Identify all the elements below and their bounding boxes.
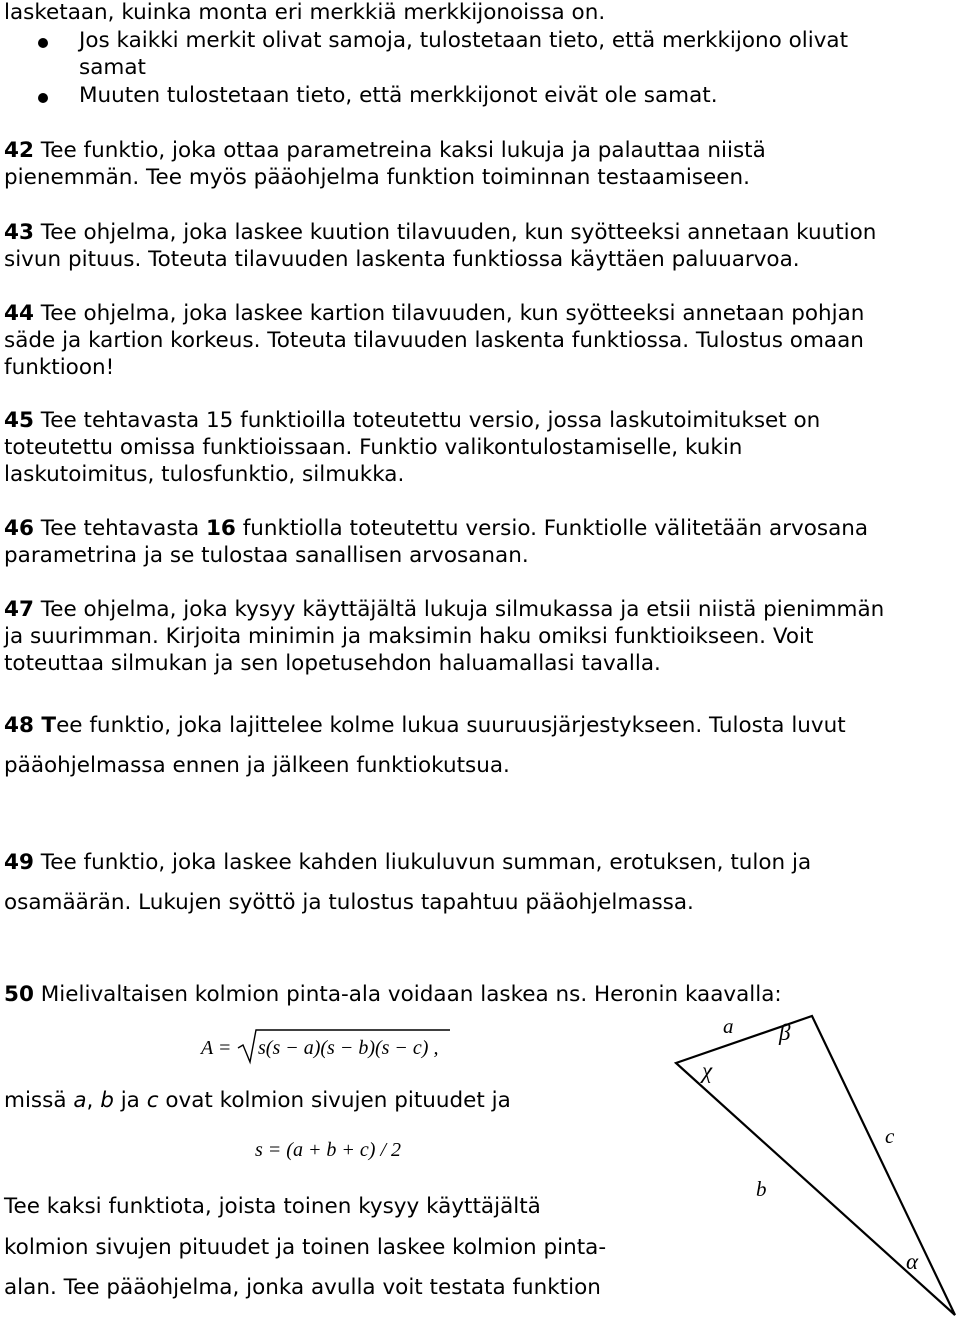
task-number: 45 — [4, 408, 34, 433]
label-angle-gamma: χ — [702, 1058, 713, 1083]
task-number: 50 — [4, 982, 34, 1007]
instruction-line: kolmion sivujen pituudet ja toinen laskee kolmion pinta- — [4, 1234, 607, 1260]
task-text: Mielivaltaisen kolmion pinta-ala voidaan laskea ns. Heronin kaavalla: — [33, 982, 782, 1007]
label-side-b: b — [756, 1177, 767, 1201]
task-text: laskutoimitus, tulosfunktio, silmukka. — [4, 462, 405, 487]
task-text: toteuttaa silmukan ja sen lopetusehdon haluamallasi tavalla. — [4, 651, 661, 676]
intro-line: lasketaan, kuinka monta eri merkkiä merkkijonoissa on. — [4, 0, 606, 25]
task-reference-number: 16 — [205, 516, 236, 541]
task-text: Tee ohjelma, joka laskee kartion tilavuuden, kun syötteeksi annetaan pohjan — [33, 301, 865, 326]
task-number: 46 — [4, 516, 34, 541]
task-text: ja suurimman. Kirjoita minimin ja maksimin haku omiksi funktioikseen. Voit — [4, 624, 814, 649]
task-text: Tee ohjelma, joka laskee kuution tilavuuden, kun syötteeksi annetaan kuution — [33, 220, 877, 245]
task-text: parametrina ja se tulostaa sanallisen arvosanan. — [4, 543, 529, 568]
task-text: osamäärän. Lukujen syöttö ja tulostus tapahtuu pääohjelmassa. — [4, 890, 694, 915]
instruction-line: Tee kaksi funktiota, joista toinen kysyy käyttäjältä — [4, 1194, 541, 1219]
sides-text: missä a, b ja c ovat kolmion sivujen pituudet ja — [4, 1088, 511, 1113]
formula-rhs: s(s − a)(s − b)(s − c) , — [258, 1037, 439, 1059]
formula-lhs: A = — [201, 1037, 232, 1059]
label-side-a: a — [723, 1014, 734, 1038]
bullet-text: Muuten tulostetaan tieto, että merkkijonot eivät ole samat. — [79, 83, 718, 108]
instruction-line: alan. Tee pääohjelma, jonka avulla voit testata funktion — [4, 1275, 601, 1300]
task-number: 42 — [4, 138, 34, 163]
task-text: sivun pituus. Toteuta tilavuuden laskenta funktiossa käyttäen paluuarvoa. — [4, 247, 800, 272]
task-text: funktiolla toteutettu versio. Funktiolle välitetään arvosana — [235, 516, 869, 541]
s-formula: s = (a + b + c) / 2 — [255, 1139, 402, 1161]
bullet-text: Jos kaikki merkit olivat samoja, tulostetaan tieto, että merkkijono olivat — [79, 28, 849, 53]
task-text: säde ja kartion korkeus. Toteuta tilavuuden laskenta funktiossa. Tulostus omaan — [4, 328, 864, 353]
label-angle-alpha: α — [906, 1249, 919, 1274]
task-text: Tee funktio, joka laskee kahden liukuluvun summan, erotuksen, tulon ja — [33, 850, 812, 875]
task-number: 48 T — [4, 713, 57, 738]
task-number: 43 — [4, 220, 34, 245]
task-number: 44 — [4, 301, 34, 326]
task-text: Tee ohjelma, joka kysyy käyttäjältä lukuja silmukassa ja etsii niistä pienimmän — [33, 597, 885, 622]
task-text: Tee funktio, joka ottaa parametreina kaksi lukuja ja palauttaa niistä — [33, 138, 766, 163]
task-text: funktioon! — [4, 355, 115, 380]
task-text: Tee tehtavasta — [33, 516, 206, 541]
task-number: 49 — [4, 850, 34, 875]
task-text: toteutettu omissa funktioissaan. Funktio valikontulostamiselle, kukin — [4, 435, 743, 460]
task-text: pienemmän. Tee myös pääohjelma funktion toiminnan testaamiseen. — [4, 165, 750, 190]
task-text: Tee tehtavasta 15 funktioilla toteutettu versio, jossa laskutoimitukset on — [33, 408, 821, 433]
task-text: ee funktio, joka lajittelee kolme lukua suuruusjärjestykseen. Tulosta luvut — [56, 713, 846, 738]
label-angle-beta: β — [779, 1020, 791, 1045]
task-number: 47 — [4, 597, 34, 622]
label-side-c: c — [885, 1124, 895, 1148]
bullet-text-cont: samat — [79, 55, 146, 80]
task-text: pääohjelmassa ennen ja jälkeen funktiokutsua. — [4, 753, 510, 778]
